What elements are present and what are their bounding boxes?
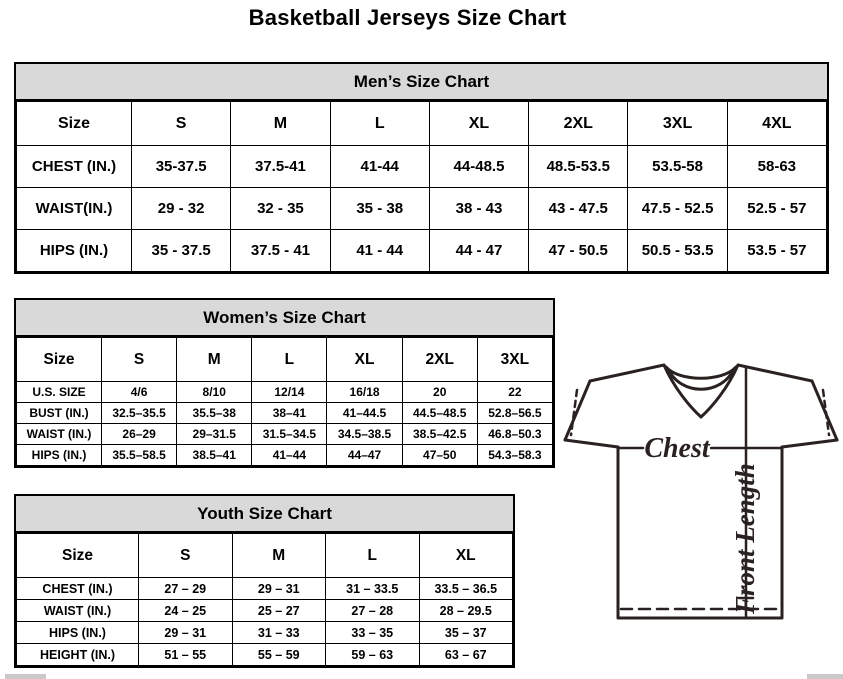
size-value-cell: 25 – 27 <box>232 600 326 622</box>
size-value-cell: 31 – 33.5 <box>326 578 420 600</box>
size-value-cell: 12/14 <box>252 382 327 403</box>
size-column-header: M <box>177 338 252 382</box>
page-title: Basketball Jerseys Size Chart <box>248 5 567 30</box>
size-value-cell: 29 - 32 <box>132 188 231 230</box>
mens-size-chart-section <box>14 62 829 274</box>
size-value-cell: 43 - 47.5 <box>529 188 628 230</box>
size-value-cell: 34.5–38.5 <box>327 424 402 445</box>
table-row <box>17 424 553 445</box>
size-column-header: 2XL <box>402 338 477 382</box>
size-value-cell: 33.5 – 36.5 <box>419 578 513 600</box>
row-label: HIPS (IN.) <box>17 445 102 466</box>
size-value-cell: 29–31.5 <box>177 424 252 445</box>
size-value-cell: 47 - 50.5 <box>529 230 628 272</box>
size-column-header: 3XL <box>628 102 727 146</box>
size-column-header: M <box>232 534 326 578</box>
size-value-cell: 38.5–42.5 <box>402 424 477 445</box>
size-value-cell: 4/6 <box>102 382 177 403</box>
size-column-header: L <box>252 338 327 382</box>
size-corner-header: Size <box>17 338 102 382</box>
size-value-cell: 31.5–34.5 <box>252 424 327 445</box>
size-value-cell: 44-48.5 <box>429 146 528 188</box>
size-value-cell: 16/18 <box>327 382 402 403</box>
womens-size-chart-section <box>14 298 555 468</box>
row-label: HIPS (IN.) <box>17 230 132 272</box>
size-value-cell: 22 <box>477 382 552 403</box>
table-row <box>17 403 553 424</box>
size-value-cell: 8/10 <box>177 382 252 403</box>
column-header-row <box>17 338 553 382</box>
size-value-cell: 55 – 59 <box>232 644 326 666</box>
row-label: CHEST (IN.) <box>17 146 132 188</box>
size-value-cell: 38–41 <box>252 403 327 424</box>
size-value-cell: 52.5 - 57 <box>727 188 826 230</box>
size-value-cell: 50.5 - 53.5 <box>628 230 727 272</box>
size-corner-header: Size <box>17 102 132 146</box>
size-value-cell: 63 – 67 <box>419 644 513 666</box>
size-value-cell: 53.5-58 <box>628 146 727 188</box>
table-row <box>17 146 827 188</box>
size-column-header: XL <box>429 102 528 146</box>
size-value-cell: 38.5–41 <box>177 445 252 466</box>
size-value-cell: 53.5 - 57 <box>727 230 826 272</box>
size-value-cell: 47–50 <box>402 445 477 466</box>
size-value-cell: 28 – 29.5 <box>419 600 513 622</box>
size-column-header: S <box>102 338 177 382</box>
size-column-header: 4XL <box>727 102 826 146</box>
scrollbar-right-fragment[interactable] <box>807 674 843 679</box>
size-value-cell: 51 – 55 <box>139 644 233 666</box>
size-value-cell: 35-37.5 <box>132 146 231 188</box>
table-row <box>17 578 513 600</box>
size-value-cell: 44 - 47 <box>429 230 528 272</box>
size-value-cell: 38 - 43 <box>429 188 528 230</box>
size-value-cell: 58-63 <box>727 146 826 188</box>
row-label: HEIGHT (IN.) <box>17 644 139 666</box>
size-value-cell: 29 – 31 <box>139 622 233 644</box>
size-value-cell: 32.5–35.5 <box>102 403 177 424</box>
table-row <box>17 600 513 622</box>
size-value-cell: 33 – 35 <box>326 622 420 644</box>
table-row <box>17 230 827 272</box>
size-value-cell: 31 – 33 <box>232 622 326 644</box>
mens-size-table <box>16 101 827 272</box>
jersey-diagram-icon <box>557 358 843 658</box>
size-value-cell: 27 – 28 <box>326 600 420 622</box>
row-label: HIPS (IN.) <box>17 622 139 644</box>
table-row <box>17 382 553 403</box>
table-row <box>17 188 827 230</box>
front-length-label: Front Length <box>730 463 760 614</box>
size-corner-header: Size <box>17 534 139 578</box>
row-label: CHEST (IN.) <box>17 578 139 600</box>
size-value-cell: 54.3–58.3 <box>477 445 552 466</box>
size-value-cell: 44–47 <box>327 445 402 466</box>
size-column-header: XL <box>327 338 402 382</box>
youth-chart-title: Youth Size Chart <box>16 496 513 533</box>
row-label: BUST (IN.) <box>17 403 102 424</box>
size-value-cell: 41-44 <box>330 146 429 188</box>
mens-chart-title: Men’s Size Chart <box>16 64 827 101</box>
table-row <box>17 445 553 466</box>
row-label: WAIST(IN.) <box>17 188 132 230</box>
size-value-cell: 41–44.5 <box>327 403 402 424</box>
scrollbar-left-fragment[interactable] <box>5 674 46 679</box>
size-value-cell: 27 – 29 <box>139 578 233 600</box>
size-column-header: S <box>132 102 231 146</box>
size-value-cell: 48.5-53.5 <box>529 146 628 188</box>
column-header-row <box>17 534 513 578</box>
size-value-cell: 20 <box>402 382 477 403</box>
table-row <box>17 644 513 666</box>
size-value-cell: 32 - 35 <box>231 188 330 230</box>
size-value-cell: 35 – 37 <box>419 622 513 644</box>
row-label: WAIST (IN.) <box>17 600 139 622</box>
column-header-row <box>17 102 827 146</box>
size-column-header: XL <box>419 534 513 578</box>
table-row <box>17 622 513 644</box>
size-value-cell: 24 – 25 <box>139 600 233 622</box>
size-value-cell: 35.5–38 <box>177 403 252 424</box>
size-column-header: S <box>139 534 233 578</box>
size-value-cell: 35 - 38 <box>330 188 429 230</box>
size-value-cell: 35 - 37.5 <box>132 230 231 272</box>
size-column-header: L <box>330 102 429 146</box>
youth-size-chart-section <box>14 494 515 668</box>
size-value-cell: 52.8–56.5 <box>477 403 552 424</box>
size-value-cell: 59 – 63 <box>326 644 420 666</box>
row-label: WAIST (IN.) <box>17 424 102 445</box>
size-value-cell: 37.5-41 <box>231 146 330 188</box>
jersey-measurement-diagram <box>557 358 843 658</box>
youth-size-table <box>16 533 513 666</box>
size-column-header: L <box>326 534 420 578</box>
size-value-cell: 29 – 31 <box>232 578 326 600</box>
size-value-cell: 35.5–58.5 <box>102 445 177 466</box>
size-value-cell: 37.5 - 41 <box>231 230 330 272</box>
row-label: U.S. SIZE <box>17 382 102 403</box>
size-value-cell: 47.5 - 52.5 <box>628 188 727 230</box>
size-value-cell: 46.8–50.3 <box>477 424 552 445</box>
womens-chart-title: Women’s Size Chart <box>16 300 553 337</box>
size-column-header: 3XL <box>477 338 552 382</box>
size-value-cell: 41–44 <box>252 445 327 466</box>
size-column-header: M <box>231 102 330 146</box>
size-value-cell: 44.5–48.5 <box>402 403 477 424</box>
size-value-cell: 41 - 44 <box>330 230 429 272</box>
size-column-header: 2XL <box>529 102 628 146</box>
size-value-cell: 26–29 <box>102 424 177 445</box>
chest-label: Chest <box>644 433 710 464</box>
womens-size-table <box>16 337 553 466</box>
